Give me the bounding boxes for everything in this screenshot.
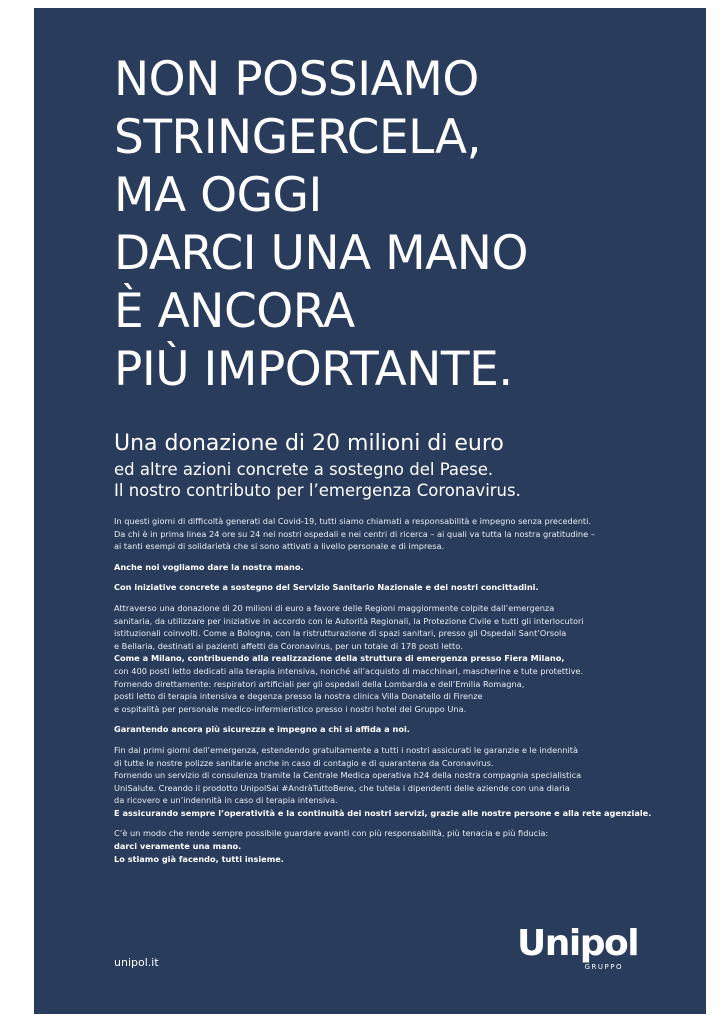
subheadline-line-1: Una donazione di 20 milioni di euro [114,431,504,456]
text-line: posti letto di terapia intensiva e degenza presso la nostra clinica Villa Donatello di Firenze [114,691,483,702]
headline-line: PIÙ IMPORTANTE. [114,342,513,397]
text-line: con 400 posti letto dedicati alla terapia intensiva, nonché all’acquisto di macchinari, mascherine e tute protettive. [114,665,584,676]
website-link[interactable]: unipol.it [114,956,159,969]
body-text [114,515,679,873]
text-line: Come a Milano, contribuendo alla realizzazione della struttura di emergenza presso Fiera Milano, [114,653,565,664]
headline-line: È ANCORA [114,284,355,339]
text-line: UniSalute. Creando il prodotto UnipolSai #AndràTuttoBene, che tutela i dipendenti delle aziende con una diaria [114,782,570,793]
subheadline [114,429,674,501]
subheadline-line-2: ed altre azioni concrete a sostegno del Paese. [114,460,494,479]
text-line: sanitaria, da utilizzare per iniziative in accordo con le Autorità Regionali, la Protezione Civile e tutti gli interlocutori [114,615,584,626]
text-line: di tutte le nostre polizze sanitarie anche in caso di contagio e di quarantena da Coronavirus. [114,757,494,768]
text-line: Lo stiamo già facendo, tutti insieme. [114,853,284,864]
paragraph-closing [114,827,679,865]
logo-wordmark: Unipol [517,923,639,964]
paragraph-intro [114,515,679,553]
text-line: Da chi è in prima linea 24 ore su 24 nei nostri ospedali e nei centri di ricerca – ai quali va tutta la nostra gratitudine – [114,528,595,539]
poster-panel [34,8,706,1014]
text-line: darci veramente una mano. [114,841,242,852]
paragraph-insurance [114,744,679,820]
text-line: da ricovero e un’indennità in caso di terapia intensiva. [114,795,338,806]
text-line: E assicurando sempre l’operatività e la continuità dei nostri servizi, grazie alle nostre persone e alla rete agenziale. [114,807,652,818]
logo-subtitle: GRUPPO [584,963,623,971]
headline-line: STRINGERCELA, [114,110,482,165]
text-line: Fornendo un servizio di consulenza tramite la Centrale Medica operativa h24 della nostra compagnia specialistica [114,770,582,781]
headline [114,51,674,399]
paragraph-statement: Anche noi vogliamo dare la nostra mano. [114,561,304,572]
unipol-logo [517,923,639,971]
paragraph-donation [114,602,679,715]
text-line: Fornendo direttamente: respiratori artificiali per gli ospedali della Lombardia e dell’Emilia Romagna, [114,678,525,689]
section-heading-security: Garantendo ancora più sicurezza e impegno a chi si affida a noi. [114,724,410,735]
section-heading-national-health: Con iniziative concrete a sostegno del Servizio Sanitario Nazionale e dei nostri concittadini. [114,582,539,593]
text-line: ai tanti esempi di solidarietà che si sono attivati a livello personale e di impresa. [114,541,445,552]
subheadline-line-3: Il nostro contributo per l’emergenza Coronavirus. [114,481,521,500]
text-line: Attraverso una donazione di 20 milioni di euro a favore delle Regioni maggiormente colpite dall’emergenza [114,602,555,613]
headline-line: DARCI UNA MANO [114,226,528,281]
text-line: istituzionali coinvolti. Come a Bologna, con la ristrutturazione di spazi sanitari, presso gli Ospedali Sant’Orsola [114,628,567,639]
text-line: e Bellaria, destinati ai pazienti affetti da Coronavirus, per un totale di 178 posti letto. [114,640,463,651]
text-line: In questi giorni di difficoltà generati dal Covid-19, tutti siamo chiamati a responsabilità e impegno senza precedenti. [114,516,592,526]
headline-line: NON POSSIAMO [114,52,479,107]
text-line: C’è un modo che rende sempre possibile guardare avanti con più responsabilità, più tenacia e più fiducia: [114,828,549,839]
text-line: e ospitalità per personale medico-infermieristico presso i nostri hotel del Gruppo Una. [114,703,467,714]
text-line: Fin dai primi giorni dell’emergenza, estendendo gratuitamente a tutti i nostri assicurati le garanzie e le indennità [114,744,578,755]
headline-line: MA OGGI [114,168,322,223]
